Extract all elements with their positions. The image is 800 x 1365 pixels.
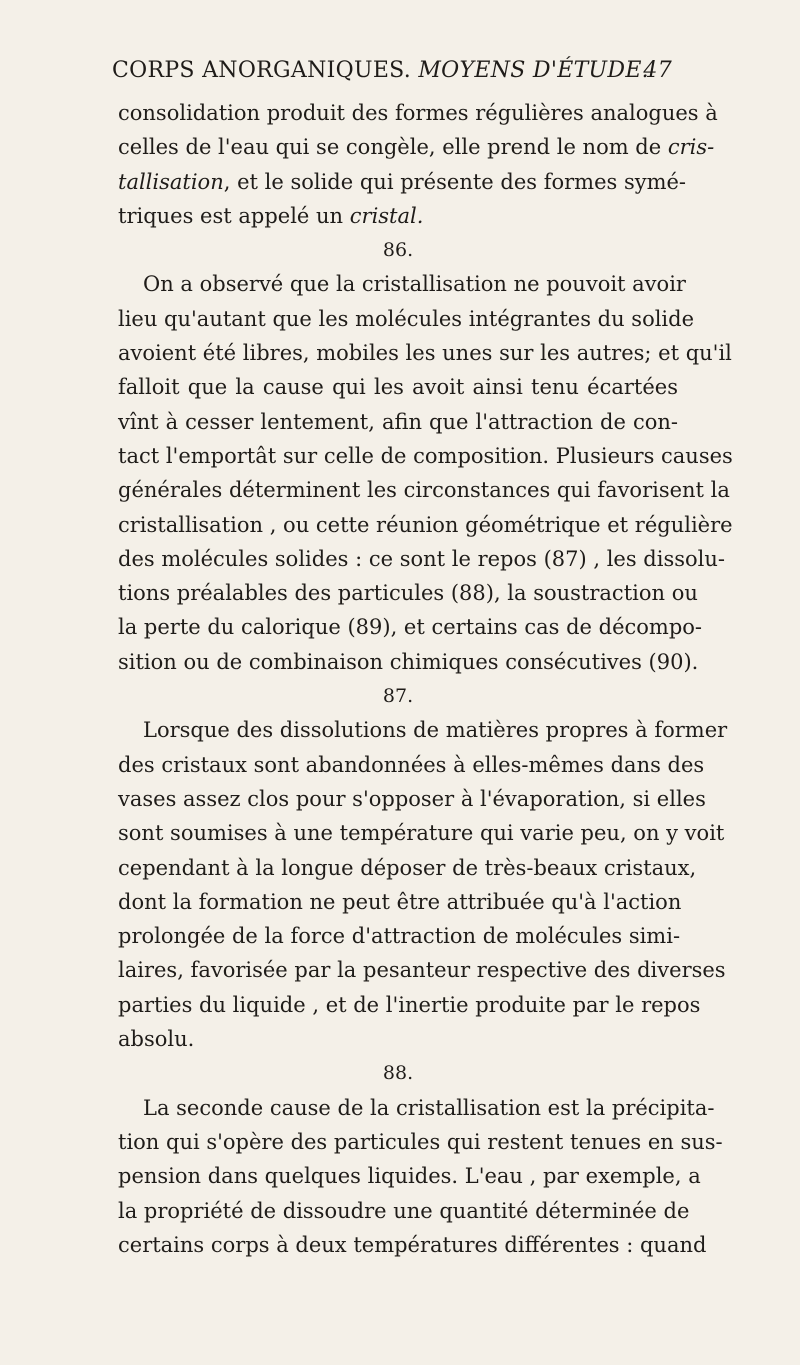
header-title-roman: CORPS ANORGANIQUES. [112, 58, 412, 83]
text-line: laires, favorisée par la pesanteur respective des diverses [118, 958, 726, 983]
page-number: 47 [643, 58, 672, 83]
text-line: tion qui s'opère des particules qui restent tenues en sus- [118, 1129, 723, 1154]
text-line: parties du liquide , et de l'inertie produite par le repos [118, 992, 701, 1017]
section-number: 86. [382, 239, 414, 262]
text-line: sont soumises à une température qui varie peu, on y voit [118, 821, 725, 846]
text-fragment: celles de l'eau qui se congèle, elle prend le nom de [118, 135, 662, 160]
section-number: 87. [382, 685, 414, 708]
text-line [118, 199, 678, 233]
text-fragment: triques est appelé un [118, 203, 344, 228]
text-line: avoient été libres, mobiles les unes sur les autres; et qu'il [118, 341, 732, 366]
text-line: vases assez clos pour s'opposer à l'évaporation, si elles [118, 786, 706, 811]
text-line: absolu. [118, 1027, 195, 1052]
text-line [118, 130, 715, 164]
text-line: La seconde cause de la cristallisation est la précipita- [143, 1095, 715, 1120]
text-line: vînt à cesser lentement, afin que l'attraction de con- [118, 409, 678, 434]
text-line [118, 165, 687, 199]
text-line: cristallisation , ou cette réunion géométrique et régulière [118, 512, 733, 537]
text-line: prolongée de la force d'attraction de molécules simi- [118, 924, 681, 949]
text-line: générales déterminent les circonstances qui favorisent la [118, 478, 730, 503]
header-title [112, 58, 649, 83]
text-line: tact l'emportât sur celle de composition. Plusieurs causes [118, 443, 733, 468]
text-line: la propriété de dissoudre une quantité déterminée de [118, 1198, 690, 1223]
text-line: falloit que la cause qui les avoit ainsi tenu écartées [118, 375, 678, 400]
text-line: consolidation produit des formes régulières analogues à [118, 101, 718, 125]
text-line: On a observé que la cristallisation ne pouvoit avoir [143, 272, 686, 297]
italic-term: cris- [667, 135, 715, 160]
text-line: sition ou de combinaison chimiques consécutives (90). [118, 649, 699, 674]
text-line: certains corps à deux températures différentes : quand [118, 1232, 707, 1257]
header-title-italic: MOYENS D'ÉTUDE. [418, 58, 649, 83]
italic-term: cristal. [349, 203, 424, 228]
section-number: 88. [382, 1062, 414, 1085]
text-line: lieu qu'autant que les molécules intégrantes du solide [118, 306, 695, 331]
text-line: pension dans quelques liquides. L'eau , par exemple, a [118, 1164, 701, 1189]
text-line: dont la formation ne peut être attribuée qu'à l'action [118, 889, 682, 914]
text-line: tions préalables des particules (88), la soustraction ou [118, 581, 698, 606]
text-line: cependant à la longue déposer de très-beaux cristaux, [118, 855, 697, 880]
text-fragment: , et le solide qui présente des formes symé- [223, 169, 687, 194]
text-line: la perte du calorique (89), et certains cas de décompo- [118, 615, 703, 640]
text-line: des cristaux sont abandonnées à elles-mêmes dans des [118, 752, 705, 777]
text-line: des molécules solides : ce sont le repos (87) , les dissolu- [118, 546, 726, 571]
italic-term: tallisation [118, 169, 224, 194]
body-text [118, 96, 733, 1262]
text-line: Lorsque des dissolutions de matières propres à former [143, 718, 728, 743]
running-header [112, 58, 672, 90]
